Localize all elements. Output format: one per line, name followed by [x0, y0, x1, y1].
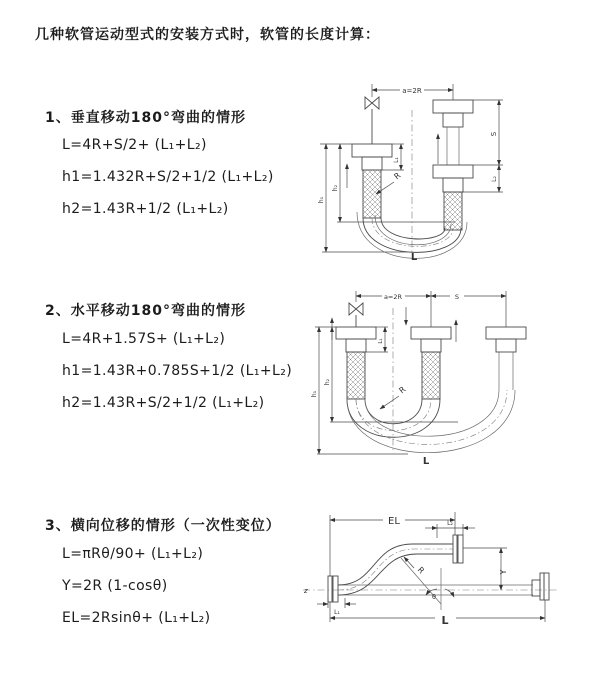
section3-formula-L: L=πRθ/90+ (L₁+L₂) [62, 546, 204, 562]
dim-a2r-label: a=2R [383, 293, 403, 301]
dim-el-label: EL [388, 516, 400, 527]
hose-bend [347, 399, 440, 437]
dim-l1-label: L₁ [378, 338, 384, 344]
dim-a2r-label: a=2R [402, 87, 422, 95]
dim-theta-label: θ [432, 593, 436, 601]
dim-r-label: R [392, 170, 403, 182]
valve-icon [365, 97, 372, 109]
section1-formula-h2: h2=1.43R+1/2 (L₁+L₂) [62, 201, 229, 217]
section3-heading: 3、横向位移的情形（一次性变位） [45, 518, 281, 534]
lateral-displacement-diagram [295, 498, 600, 658]
section1-heading: 1、垂直移动180°弯曲的情形 [45, 110, 246, 126]
section3-formula-Y: Y=2R (1-cosθ) [62, 578, 168, 594]
dim-r-label: R [415, 565, 427, 576]
section2-formula-L: L=4R+1.57S+ (L₁+L₂) [62, 331, 226, 347]
dim-l1-label: L₁ [393, 157, 400, 163]
valve-icon [349, 303, 356, 315]
flange [540, 573, 544, 600]
dim-l1-label: L₁ [334, 609, 340, 616]
dim-y-label: Y [499, 569, 508, 575]
dim-h1-label: h₁ [311, 390, 318, 398]
section2-formula-h2: h2=1.43R+S/2+1/2 (L₁+L₂) [62, 395, 265, 411]
dim-s-label: S [490, 131, 498, 137]
dim-l-label: L [422, 456, 430, 467]
flange [328, 576, 332, 602]
braided-hose-section [347, 352, 365, 399]
vertical-180-bend-diagram [310, 72, 590, 264]
hose-s-curve [338, 544, 453, 585]
dim-h2-label: h₂ [332, 184, 339, 192]
dim-h2-label: h₂ [324, 378, 331, 386]
section2-formula-h1: h1=1.43R+0.785S+1/2 (L₁+L₂) [62, 363, 293, 379]
dim-l2-label: L₂ [447, 520, 453, 527]
section2-heading: 2、水平移动180°弯曲的情形 [45, 303, 246, 319]
dim-l-label: L [441, 614, 449, 627]
braided-hose-section [363, 170, 381, 218]
page-title: 几种软管运动型式的安装方式时，软管的长度计算： [35, 27, 380, 43]
dim-s-label: S [454, 293, 460, 301]
section1-formula-L: L=4R+S/2+ (L₁+L₂) [62, 137, 207, 153]
section1-formula-h1: h1=1.432R+S/2+1/2 (L₁+L₂) [62, 169, 274, 185]
dim-r-label: R [397, 384, 408, 396]
section3-formula-EL: EL=2Rsinθ+ (L₁+L₂) [62, 610, 211, 626]
dim-l-label: L [410, 252, 418, 263]
flange [453, 535, 457, 563]
horizontal-180-bend-diagram [308, 282, 595, 467]
dim-h1-label: h₁ [318, 196, 325, 204]
dim-l2-label: L₂ [491, 176, 498, 182]
centerline-mark: z [304, 587, 308, 595]
